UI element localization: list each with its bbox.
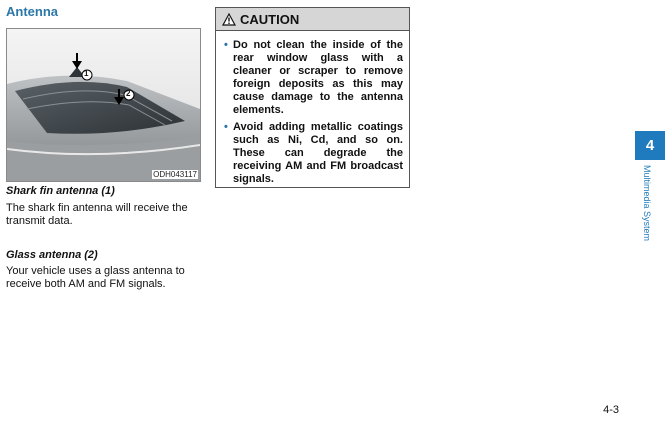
antenna-photo (6, 28, 201, 182)
glass-antenna-heading: Glass antenna (2) (6, 249, 98, 261)
bullet-dot-icon: • (224, 39, 228, 51)
section-title: Antenna (6, 4, 58, 19)
figure-code: ODH043117 (153, 170, 197, 179)
caution-item (224, 121, 403, 186)
chapter-number: 4 (635, 131, 665, 160)
glass-antenna-text: Your vehicle uses a glass antenna to receive both AM and FM signals. (6, 265, 185, 290)
caution-item (224, 39, 403, 117)
callout-2: 2 (126, 89, 131, 98)
page-number: 4-3 (603, 404, 619, 416)
shark-fin-text: The shark fin antenna will receive the transmit data. (6, 202, 188, 227)
callout-1: 1 (84, 69, 89, 78)
caution-item-text: Do not clean the inside of the rear window glass with a cleaner or scraper to remove foreign deposits as this may cause damage to the antenna elements. (233, 39, 403, 116)
caution-header (216, 8, 409, 31)
warning-icon (222, 13, 236, 26)
caution-title: CAUTION (240, 11, 300, 27)
shark-fin-heading: Shark fin antenna (1) (6, 185, 115, 197)
caution-item-text: Avoid adding metallic coatings such as Ni, Cd, and so on. These can degrade the receiving AM and FM broadcast signals. (233, 121, 403, 185)
caution-box (215, 7, 410, 188)
car-rear-illustration (7, 29, 200, 181)
chapter-tab (635, 131, 665, 261)
caution-list (216, 31, 409, 186)
chapter-label: Multimedia System (642, 165, 652, 242)
bullet-dot-icon: • (224, 121, 228, 133)
